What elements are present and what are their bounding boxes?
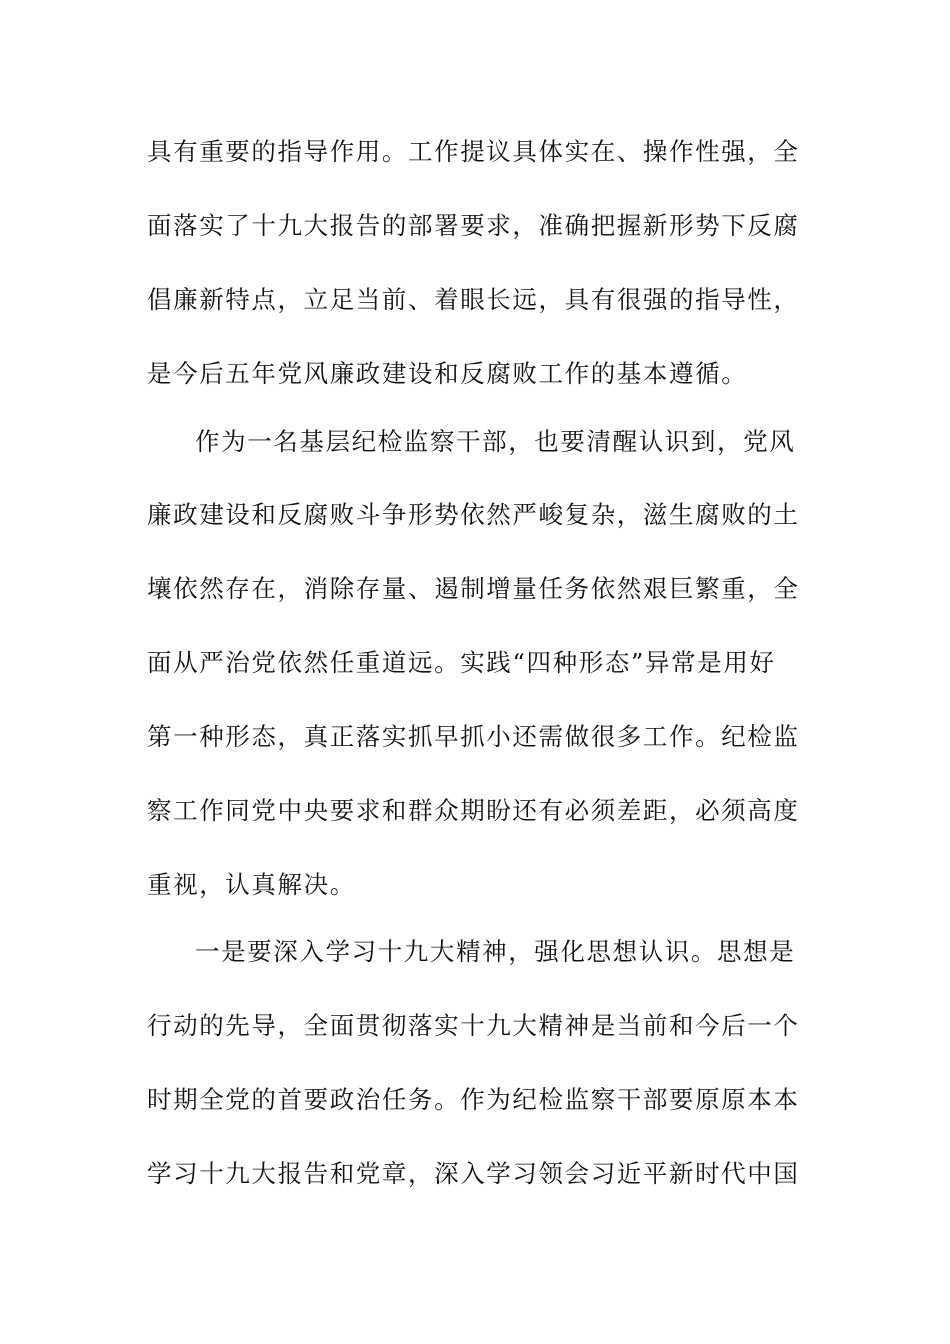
- text-line: 壤依然存在，消除存量、遏制增量任务依然艰巨繁重，全: [147, 574, 800, 603]
- text-line: 行动的先导，全面贯彻落实十九大精神是当前和今后一个: [147, 1011, 800, 1040]
- text-line: 倡廉新特点，立足当前、着眼长远，具有很强的指导性，: [147, 285, 800, 314]
- text-line: 察工作同党中央要求和群众期盼还有必须差距，必须高度: [147, 796, 800, 825]
- text-line: 第一种形态，真正落实抓早抓小还需做很多工作。纪检监: [147, 722, 800, 751]
- text-line: 具有重要的指导作用。工作提议具体实在、操作性强，全: [147, 137, 800, 166]
- text-line: 重视，认真解决。: [147, 870, 356, 899]
- paragraph-first-line: 一是要深入学习十九大精神，强化思想认识。思想是: [195, 937, 796, 966]
- text-line: 学习十九大报告和党章，深入学习领会习近平新时代中国: [147, 1159, 800, 1188]
- text-line: 是今后五年党风廉政建设和反腐败工作的基本遵循。: [147, 359, 748, 388]
- text-line: 面落实了十九大报告的部署要求，准确把握新形势下反腐: [147, 211, 800, 240]
- text-line: 廉政建设和反腐败斗争形势依然严峻复杂，滋生腐败的土: [147, 500, 800, 529]
- text-line: 时期全党的首要政治任务。作为纪检监察干部要原原本本: [147, 1085, 800, 1114]
- text-line: 面从严治党依然任重道远。实践“四种形态”异常是用好: [147, 648, 776, 677]
- paragraph-first-line: 作为一名基层纪检监察干部，也要清醒认识到，党风: [195, 427, 796, 456]
